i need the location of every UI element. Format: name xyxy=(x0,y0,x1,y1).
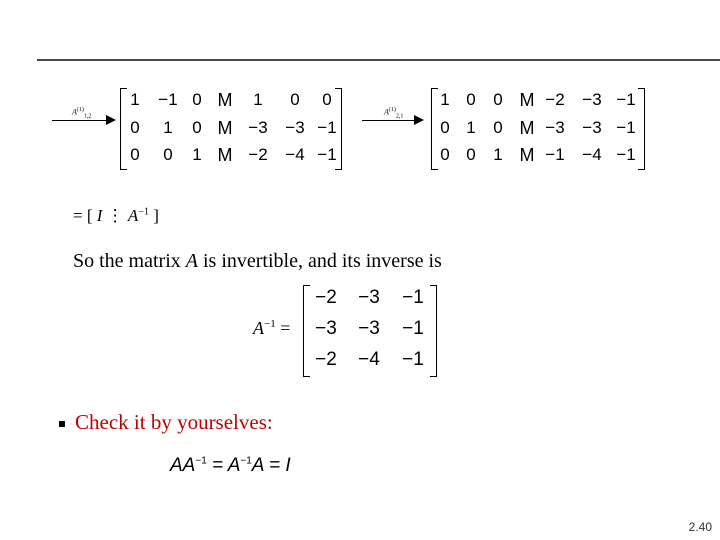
matrix-cell: −1 xyxy=(616,90,636,109)
matrix-cell: 0 xyxy=(130,118,140,137)
inverse-matrix xyxy=(303,285,437,377)
matrix-cell: M xyxy=(519,145,535,165)
augmented-matrix-1 xyxy=(120,88,342,170)
matrix-cell: −2 xyxy=(315,349,337,370)
augmented-matrix-2 xyxy=(431,88,645,170)
matrix-cell: 0 xyxy=(290,90,300,109)
conclusion-text: So the matrix A is invertible, and its inverse is xyxy=(73,250,442,272)
matrix-cell: −3 xyxy=(358,287,380,308)
matrix-cell: −2 xyxy=(248,145,268,164)
matrix-cell: M xyxy=(217,90,233,110)
matrix-cell: 0 xyxy=(466,145,476,164)
matrix-cell: 1 xyxy=(440,90,450,109)
matrix-cell: 0 xyxy=(163,145,173,164)
matrix-cell: −3 xyxy=(358,318,380,339)
matrix-cell: −1 xyxy=(402,318,424,339)
bullet-icon xyxy=(59,421,65,427)
row-op-label-1: $A^{(1)}_{1,2}$ xyxy=(72,107,92,120)
matrix-cell: −1 xyxy=(616,118,636,137)
matrix-cell: −1 xyxy=(616,145,636,164)
matrix-cell: −3 xyxy=(545,118,565,137)
matrix-cell: −1 xyxy=(317,118,337,137)
matrix-cell: −3 xyxy=(285,118,305,137)
right-bracket xyxy=(430,285,437,377)
augmented-result: = [ I ⋮ $A^{-1}$ ] xyxy=(73,206,159,225)
matrix-cell: −1 xyxy=(545,145,565,164)
matrix-cell: −3 xyxy=(582,90,602,109)
matrix-cell: −1 xyxy=(402,349,424,370)
matrix-cell: M xyxy=(519,118,535,138)
matrix-cell: M xyxy=(217,145,233,165)
matrix-cell: 1 xyxy=(253,90,263,109)
matrix-cell: −4 xyxy=(582,145,602,164)
matrix-cell: 0 xyxy=(192,118,202,137)
matrix-cell: −1 xyxy=(402,287,424,308)
matrix-cell: −1 xyxy=(317,145,337,164)
matrix-cell: 1 xyxy=(466,118,476,137)
inverse-lhs: $A^{-1}$ = xyxy=(253,318,291,338)
row-op-label-2: $A^{(1)}_{2,1}$ xyxy=(384,107,404,120)
matrix-cell: 0 xyxy=(440,145,450,164)
matrix-cell: −4 xyxy=(285,145,305,164)
matrix-cell: 0 xyxy=(493,118,503,137)
matrix-cell: 0 xyxy=(322,90,332,109)
matrix-cell: 0 xyxy=(466,90,476,109)
matrix-cell: M xyxy=(519,90,535,110)
title-rule xyxy=(37,59,720,61)
matrix-cell: 1 xyxy=(163,118,173,137)
matrix-cell: 1 xyxy=(493,145,503,164)
matrix-cell: −3 xyxy=(315,318,337,339)
page-number: 2.40 xyxy=(688,520,712,534)
matrix-cell: −3 xyxy=(582,118,602,137)
matrix-cell: 0 xyxy=(192,90,202,109)
matrix-cell: M xyxy=(217,118,233,138)
matrix-cell: −2 xyxy=(315,287,337,308)
identity-equation: $AA^{-1} = A^{-1}A = I$ xyxy=(170,455,291,476)
matrix-cell: 0 xyxy=(130,145,140,164)
matrix-cell: 1 xyxy=(192,145,202,164)
matrix-cell: 1 xyxy=(130,90,140,109)
matrix-cell: −4 xyxy=(358,349,380,370)
row-op-arrow-1 xyxy=(52,108,116,132)
matrix-cell: −1 xyxy=(158,90,178,109)
matrix-cell: −2 xyxy=(545,90,565,109)
matrix-cell: 0 xyxy=(493,90,503,109)
row-op-arrow-2 xyxy=(362,108,424,132)
check-prompt: Check it by yourselves: xyxy=(75,410,273,434)
matrix-cell: 0 xyxy=(440,118,450,137)
matrix-cell: −3 xyxy=(248,118,268,137)
